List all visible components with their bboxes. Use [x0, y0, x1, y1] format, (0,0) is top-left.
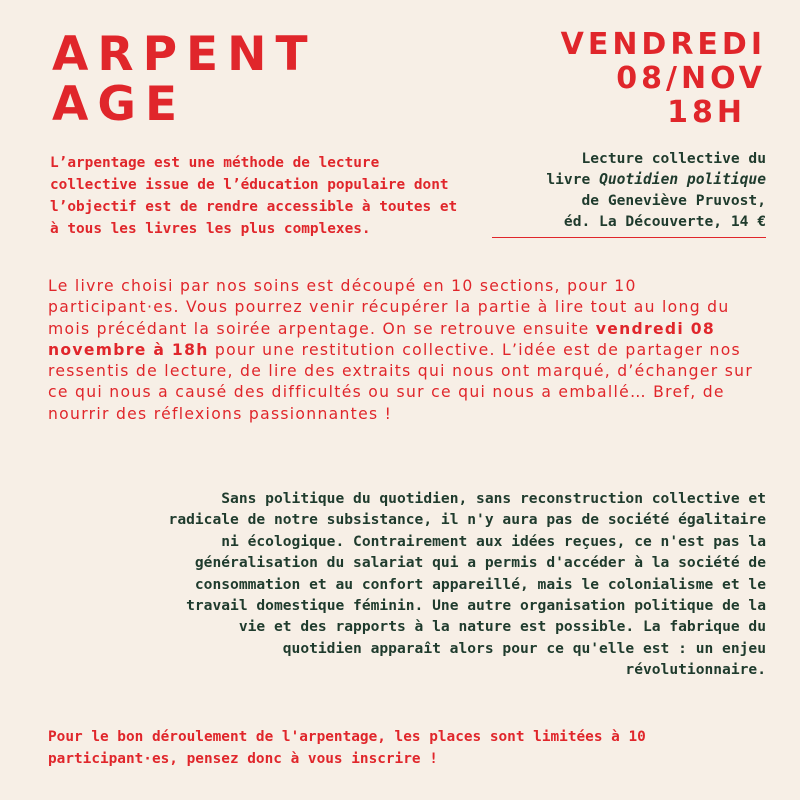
book-info-line-4: éd. La Découverte, 14 € — [563, 213, 766, 230]
event-title-line-1: ARPENT — [52, 27, 317, 82]
event-day: VENDREDI — [560, 27, 766, 62]
description-part-2: pour une restitution collective. L’idée est de partager nos ressentis de lecture, de lire des extraits qui nous ont marqué, d’échanger sur ce qui nous a causé des difficultés ou sur ce qui nous a emballé… Bref, de nourrir des réflexions passionnantes ! — [48, 340, 754, 423]
book-info-underline — [492, 237, 766, 238]
book-info-line-1: Lecture collective du — [581, 150, 766, 167]
event-title-line-2: AGE — [52, 77, 187, 132]
intro-paragraph: L’arpentage est une méthode de lecture collective issue de l’éducation populaire dont l’objectif est de rendre accessible à toutes et à tous les livres les plus complexes. — [50, 155, 458, 237]
book-info-line-3: de Geneviève Pruvost, — [581, 192, 766, 209]
book-info-prefix: livre — [546, 171, 600, 188]
book-info-line-2 — [476, 169, 766, 190]
registration-note: Pour le bon déroulement de l'arpentage, les places sont limitées à 10 participant·es, pensez donc à vous inscrire ! — [48, 729, 646, 767]
description-part-1: Le livre choisi par nos soins est découpé en 10 sections, pour 10 participant·es. Vous pourrez venir récupérer la partie à lire tout au long du mois précédant la soirée arpentage. On se retrouve ensuite — [48, 277, 730, 338]
event-date — [561, 28, 766, 130]
description-paragraph — [48, 276, 768, 425]
book-info — [476, 148, 766, 232]
event-title — [52, 27, 317, 132]
description-highlight: vendredi 08 novembre à 18h — [48, 319, 715, 359]
book-title: Quotidien politique — [599, 171, 766, 188]
event-hour: 18H — [667, 95, 746, 130]
event-date-value: 08/NOV — [616, 61, 766, 96]
book-quote: Sans politique du quotidien, sans reconstruction collective et radicale de notre subsistance, il n'y aura pas de société égalitaire ni écologique. Contrairement aux idées reçues, ce n'est pas la généralisation du salariat qui a permis d'accéder à la société de consommation et au confort appareillé, mais le colonialisme et le travail domestique féminin. Une autre organisation politique de la vie et des rapports à la nature est possible. La fabrique du quotidien apparaît alors pour ce qu'elle est : un enjeu révolutionnaire. — [168, 490, 766, 679]
